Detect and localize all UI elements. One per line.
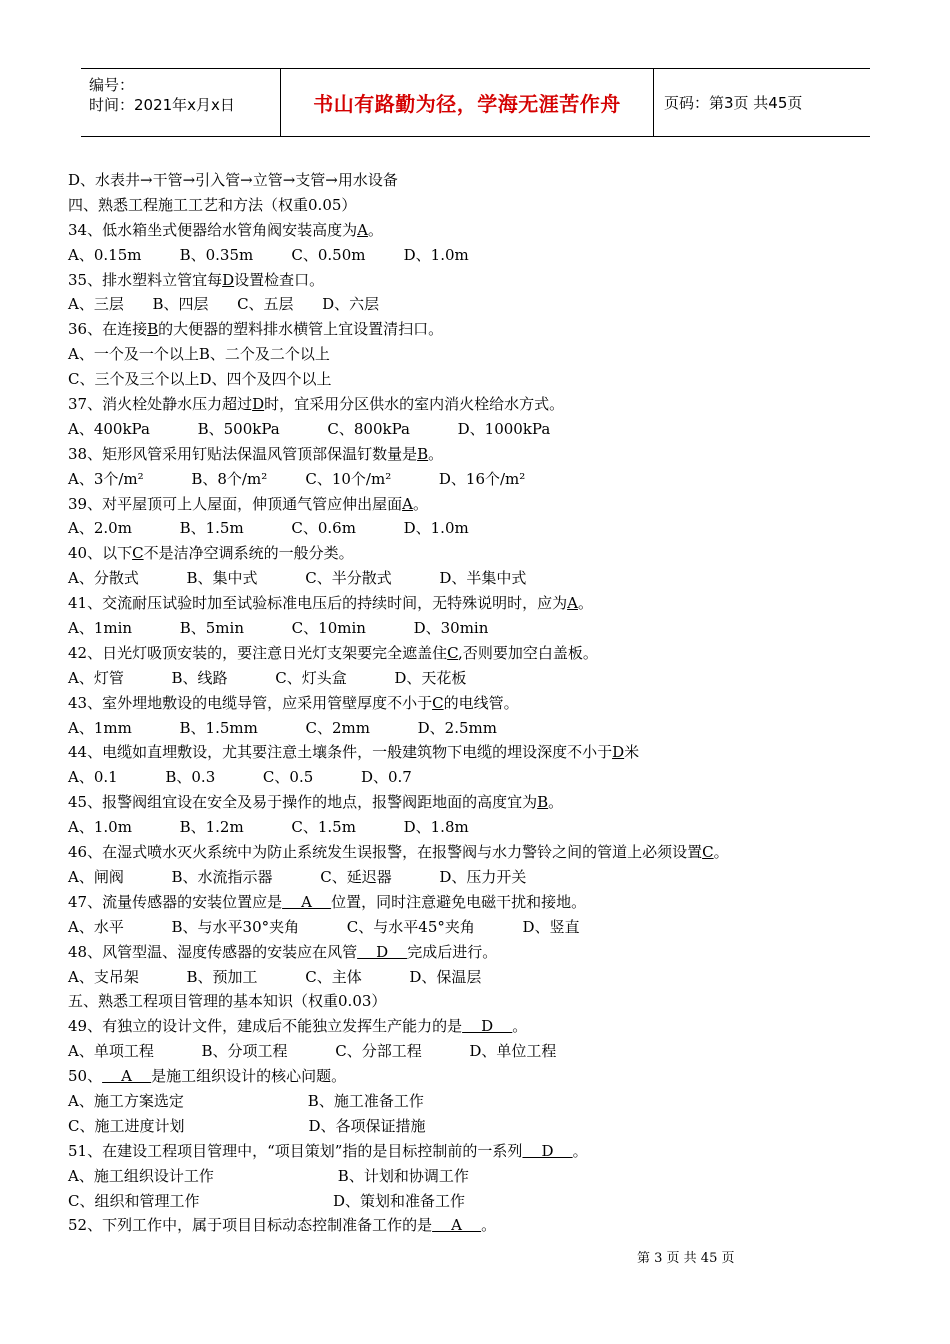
line-text: 49、有独立的设计文件，建成后不能独立发挥生产能力的是 bbox=[68, 1017, 463, 1036]
line-text: 42、日光灯吸顶安装的，要注意日光灯支架要完全遮盖住 bbox=[68, 643, 448, 662]
text-line bbox=[68, 591, 858, 616]
text-line bbox=[68, 342, 858, 367]
line-text-after: 位置，同时注意避免电磁干扰和接地。 bbox=[331, 892, 587, 911]
answer-blank: D bbox=[612, 743, 625, 762]
line-text: 48、风管型温、湿度传感器的安装应在风管 bbox=[68, 942, 358, 961]
answer-blank: A bbox=[357, 220, 368, 239]
line-text-after: 。 bbox=[428, 444, 444, 463]
answer-blank: D bbox=[357, 942, 408, 961]
line-text-after: ,否则要加空白盖板。 bbox=[458, 643, 598, 662]
line-text-after: 设置检查口。 bbox=[234, 270, 325, 289]
line-text-after: 。 bbox=[367, 220, 383, 239]
answer-blank: A bbox=[567, 594, 578, 613]
text-line bbox=[68, 1213, 858, 1238]
answer-blank: A bbox=[402, 494, 413, 513]
line-text-after: 。 bbox=[481, 1216, 497, 1235]
line-text: 35、排水塑料立管宜每 bbox=[68, 270, 223, 289]
line-text-after: 是施工组织设计的核心问题。 bbox=[151, 1067, 347, 1086]
line-text: C、施工进度计划 D、各项保证措施 bbox=[68, 1116, 426, 1135]
line-text: A、三层 B、四层 C、五层 D、六层 bbox=[68, 295, 380, 314]
text-line bbox=[68, 740, 858, 765]
line-text-after: 不是洁净空调系统的一般分类。 bbox=[143, 544, 354, 563]
text-line bbox=[68, 218, 858, 243]
answer-blank: D bbox=[462, 1017, 513, 1036]
line-text: A、分散式 B、集中式 C、半分散式 D、半集中式 bbox=[68, 569, 527, 588]
line-text: 45、报警阀组宜设在安全及易于操作的地点，报警阀距地面的高度宜为 bbox=[68, 793, 538, 812]
answer-blank: B bbox=[537, 793, 549, 812]
text-line bbox=[68, 1014, 858, 1039]
text-line bbox=[68, 890, 858, 915]
answer-blank: D bbox=[252, 395, 265, 414]
text-line bbox=[68, 989, 858, 1014]
text-line bbox=[68, 1114, 858, 1139]
answer-blank: C bbox=[702, 843, 714, 862]
document-number-label: 编号： bbox=[89, 76, 135, 94]
line-text: A、闸阀 B、水流指示器 C、延迟器 D、压力开关 bbox=[68, 867, 527, 886]
text-line bbox=[68, 1139, 858, 1164]
answer-blank: A bbox=[432, 1216, 482, 1235]
line-text: 43、室外埋地敷设的电缆导管，应采用管壁厚度不小于 bbox=[68, 693, 433, 712]
line-text: 五、熟悉工程项目管理的基本知识（权重0.03） bbox=[68, 992, 387, 1011]
line-text: A、0.1 B、0.3 C、0.5 D、0.7 bbox=[68, 768, 412, 787]
line-text: 39、对平屋顶可上人屋面，伸顶通气管应伸出屋面 bbox=[68, 494, 403, 513]
answer-blank: C bbox=[132, 544, 144, 563]
document-time-label: 时间：2021年x月x日 bbox=[89, 96, 235, 114]
answer-blank: A bbox=[102, 1067, 152, 1086]
line-text-after: 米 bbox=[624, 743, 640, 762]
line-text: A、施工方案选定 B、施工准备工作 bbox=[68, 1091, 424, 1110]
text-line bbox=[68, 417, 858, 442]
document-body bbox=[68, 168, 858, 1238]
line-text: 36、在连接 bbox=[68, 320, 148, 339]
text-line bbox=[68, 716, 858, 741]
header-motto: 书山有路勤为径，学海无涯苦作舟 bbox=[281, 69, 654, 136]
text-line bbox=[68, 292, 858, 317]
header-left-cell bbox=[81, 69, 281, 136]
answer-blank: D bbox=[222, 270, 235, 289]
line-text: 40、以下 bbox=[68, 544, 133, 563]
line-text-after: 。 bbox=[548, 793, 564, 812]
answer-blank: B bbox=[147, 320, 159, 339]
text-line bbox=[68, 367, 858, 392]
header-page-label: 页码：第3页 共45页 bbox=[664, 94, 803, 112]
line-text-after: 。 bbox=[412, 494, 428, 513]
line-text: A、一个及一个以上B、二个及二个以上 bbox=[68, 345, 330, 364]
text-line bbox=[68, 516, 858, 541]
text-line bbox=[68, 268, 858, 293]
line-text-after: 。 bbox=[512, 1017, 528, 1036]
line-text-after: 。 bbox=[572, 1141, 588, 1160]
line-text-after: 。 bbox=[713, 843, 729, 862]
text-line bbox=[68, 243, 858, 268]
line-text: 52、下列工作中，属于项目目标动态控制准备工作的是 bbox=[68, 1216, 433, 1235]
line-text: A、水平 B、与水平30°夹角 C、与水平45°夹角 D、竖直 bbox=[68, 917, 580, 936]
text-line bbox=[68, 168, 858, 193]
line-text: A、2.0m B、1.5m C、0.6m D、1.0m bbox=[68, 519, 469, 538]
line-text: A、400kPa B、500kPa C、800kPa D、1000kPa bbox=[68, 419, 551, 438]
text-line bbox=[68, 541, 858, 566]
line-text: A、1min B、5min C、10min D、30min bbox=[68, 619, 489, 638]
line-text: 38、矩形风管采用钉贴法保温风管顶部保温钉数量是 bbox=[68, 444, 418, 463]
text-line bbox=[68, 193, 858, 218]
text-line bbox=[68, 566, 858, 591]
text-line bbox=[68, 1039, 858, 1064]
line-text: A、单项工程 B、分项工程 C、分部工程 D、单位工程 bbox=[68, 1042, 557, 1061]
line-text-after: 。 bbox=[577, 594, 593, 613]
text-line bbox=[68, 1189, 858, 1214]
page-footer: 第 3 页 共 45 页 bbox=[637, 1251, 735, 1266]
text-line bbox=[68, 865, 858, 890]
text-line bbox=[68, 616, 858, 641]
answer-blank: C bbox=[447, 643, 459, 662]
line-text-after: 时，宜采用分区供水的室内消火栓给水方式。 bbox=[264, 395, 565, 414]
line-text: 44、电缆如直埋敷设，尤其要注意土壤条件，一般建筑物下电缆的埋设深度不小于 bbox=[68, 743, 613, 762]
text-line bbox=[68, 965, 858, 990]
line-text: 46、在湿式喷水灭火系统中为防止系统发生误报警，在报警阀与水力警铃之间的管道上必须设置 bbox=[68, 843, 703, 862]
answer-blank: B bbox=[417, 444, 429, 463]
line-text: C、组织和管理工作 D、策划和准备工作 bbox=[68, 1191, 466, 1210]
text-line bbox=[68, 915, 858, 940]
line-text: 四、熟悉工程施工工艺和方法（权重0.05） bbox=[68, 195, 357, 214]
text-line bbox=[68, 790, 858, 815]
text-line bbox=[68, 641, 858, 666]
line-text: D、水表井→干管→引入管→立管→支管→用水设备 bbox=[68, 171, 398, 189]
answer-blank: C bbox=[432, 693, 444, 712]
text-line bbox=[68, 940, 858, 965]
text-line bbox=[68, 840, 858, 865]
line-text-after: 完成后进行。 bbox=[407, 942, 498, 961]
line-text: A、施工组织设计工作 B、计划和协调工作 bbox=[68, 1166, 469, 1185]
line-text: A、1mm B、1.5mm C、2mm D、2.5mm bbox=[68, 718, 497, 737]
text-line bbox=[68, 442, 858, 467]
text-line bbox=[68, 317, 858, 342]
answer-blank: A bbox=[282, 892, 332, 911]
text-line bbox=[68, 815, 858, 840]
text-line bbox=[68, 1089, 858, 1114]
text-line bbox=[68, 492, 858, 517]
text-line bbox=[68, 392, 858, 417]
text-line bbox=[68, 691, 858, 716]
line-text: 47、流量传感器的安装位置应是 bbox=[68, 892, 283, 911]
line-text: 41、交流耐压试验时加至试验标准电压后的持续时间，无特殊说明时，应为 bbox=[68, 594, 568, 613]
line-text: C、三个及三个以上D、四个及四个以上 bbox=[68, 370, 332, 389]
text-line bbox=[68, 666, 858, 691]
line-text: A、0.15m B、0.35m C、0.50m D、1.0m bbox=[68, 245, 469, 264]
line-text: 50、 bbox=[68, 1067, 103, 1086]
line-text-after: 的电线管。 bbox=[443, 693, 519, 712]
line-text: A、3个/m² B、8个/m² C、10个/m² D、16个/m² bbox=[68, 469, 526, 488]
answer-blank: D bbox=[522, 1141, 573, 1160]
line-text: 37、消火栓处静水压力超过 bbox=[68, 395, 253, 414]
text-line bbox=[68, 765, 858, 790]
line-text: A、灯管 B、线路 C、灯头盒 D、天花板 bbox=[68, 668, 467, 687]
line-text-after: 的大便器的塑料排水横管上宜设置清扫口。 bbox=[158, 320, 444, 339]
text-line bbox=[68, 1164, 858, 1189]
text-line bbox=[68, 1064, 858, 1089]
text-line bbox=[68, 467, 858, 492]
line-text: A、1.0m B、1.2m C、1.5m D、1.8m bbox=[68, 818, 469, 837]
line-text: A、支吊架 B、预加工 C、主体 D、保温层 bbox=[68, 967, 482, 986]
line-text: 51、在建设工程项目管理中，“项目策划”指的是目标控制前的一系列 bbox=[68, 1141, 523, 1160]
page-header bbox=[81, 68, 870, 137]
line-text: 34、低水箱坐式便器给水管角阀安装高度为 bbox=[68, 220, 358, 239]
